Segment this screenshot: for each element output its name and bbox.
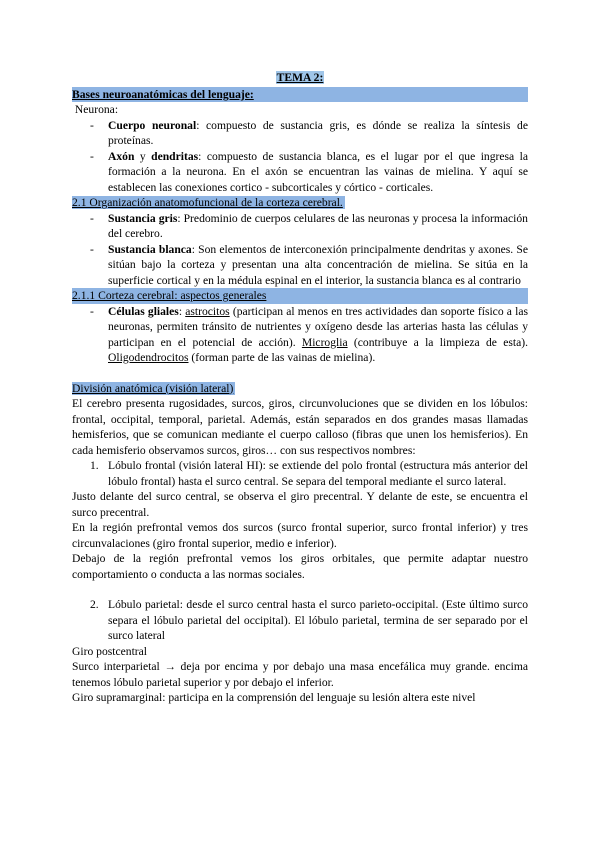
- text-segment: (participan al menos en tres actividades dan soporte físico a las neuronas, permiten tránsito de nutrientes y oxígeno desde las arterias hasta las células y participan en el potencial de acción).: [108, 304, 529, 349]
- section-heading-anatomical-division: [72, 381, 528, 397]
- spacer: [72, 582, 528, 597]
- list-number: 1.: [90, 459, 99, 472]
- list-item: [72, 597, 528, 644]
- paragraph: Debajo de la región prefrontal vemos los giros orbitales, que permite adaptar nuestro comportamiento o conducta a las normas sociales.: [72, 552, 528, 581]
- paragraph: El cerebro presenta rugosidades, surcos, giros, circunvoluciones que se dividen en los lóbulos: frontal, occipital, temporal, parietal. Además, están separados en dos grandes masas llamadas hemisferios, que se comunican mediante el cuerpo calloso (fibras que unen los hemisferios). En cada hemisferio observamos surcos, giros… con sus respectivos nombres:: [72, 397, 528, 457]
- term-oligodendrocitos: Oligodendrocitos: [108, 351, 189, 364]
- dash-bullet: -: [90, 211, 94, 225]
- list-text: Lóbulo frontal (visión lateral HI): se extiende del polo frontal (estructura más anterior del lóbulo frontal) hasta el surco central. Se separa del temporal mediante el surco lateral.: [108, 459, 528, 488]
- term-bold: Sustancia gris: [108, 211, 178, 225]
- section-heading-text: 2.1 Organización anatomofuncional de la corteza cerebral.: [72, 196, 343, 209]
- section-heading-text: 2.1.1 Corteza cerebral: aspectos generales: [72, 289, 267, 302]
- term-description: : compuesto de sustancia gris, es dónde se realiza la síntesis de proteínas.: [108, 118, 528, 147]
- text-line: Surco interparietal → deja por encima y por debajo una masa encefálica muy grande. encima tenemos lóbulo parietal superior y por debajo el inferior.: [72, 660, 528, 689]
- list-item: [72, 458, 528, 489]
- dash-bullet: -: [90, 242, 94, 256]
- spacer: [72, 366, 528, 381]
- list-number: 2.: [90, 598, 99, 611]
- term-description: : compuesto de sustancia blanca, es el lugar por el que ingresa la formación a la neurona. En el axón se encuentran las vainas de mielina. Y aquí se establecen las conexiones cortico - subcorticales y córtico - corticales.: [108, 149, 528, 194]
- neuron-intro: [72, 102, 528, 118]
- substance-list: [72, 211, 528, 289]
- term-bold: Cuerpo neuronal: [108, 118, 197, 132]
- text-line: Giro supramarginal: participa en la comprensión del lenguaje su lesión altera este nivel: [72, 691, 476, 704]
- term-microglia: Microglia: [301, 335, 348, 349]
- section-anatomical-division: [72, 381, 528, 706]
- list-item: [72, 149, 528, 196]
- list-item: [72, 304, 528, 366]
- section-heading-cortex-general: [72, 288, 528, 304]
- dash-bullet: -: [90, 304, 94, 318]
- section-neuroanatomy: [72, 87, 528, 196]
- section-cortex-general: [72, 288, 528, 366]
- text-segment: :: [178, 304, 186, 318]
- term-bold: dendritas: [151, 149, 199, 163]
- glial-list: [72, 304, 528, 366]
- section-heading-cortex-organization: [72, 195, 528, 211]
- text-segment: (forman parte de las vainas de mielina).: [188, 351, 376, 364]
- list-item: [72, 242, 528, 289]
- neuron-list: [72, 118, 528, 196]
- term-astrocitos: astrocitos: [185, 304, 230, 318]
- paragraph: Justo delante del surco central, se observa el giro precentral. Y delante de este, se encuentra el surco precentral.: [72, 490, 528, 519]
- list-item: [72, 118, 528, 149]
- term-bold: Axón: [108, 149, 135, 163]
- section-heading-text: División anatómica (visión lateral): [72, 381, 234, 395]
- neuron-intro-text: Neurona:: [74, 103, 119, 116]
- section-cortex-organization: [72, 195, 528, 288]
- term-bold: Sustancia blanca: [108, 242, 192, 256]
- list-item: [72, 211, 528, 242]
- list-text: Lóbulo parietal: desde el surco central hasta el surco parieto-occipital. (Este último surco separa el lóbulo parietal del occipital). El lóbulo parietal, termina de ser separado por el surco lateral: [108, 598, 528, 642]
- text-segment: (contribuye a la limpieza de esta).: [347, 335, 528, 349]
- term-bold: Células gliales: [108, 304, 179, 318]
- term-description: : Son elementos de interconexión principalmente dendritas y axones. Se sitúan bajo la corteza y presentan una alta concentración de mielina. Se sitúa en la superficie cortical y en la médula espinal en el interior, la sustancia blanca es al contrario: [108, 242, 528, 287]
- document-title: TEMA 2:: [276, 71, 324, 84]
- dash-bullet: -: [90, 118, 94, 132]
- term-description: : Predominio de cuerpos celulares de las neuronas y procesa la información del cerebro.: [108, 211, 528, 240]
- text-line: Giro postcentral: [72, 644, 148, 658]
- dash-bullet: -: [90, 149, 94, 163]
- numbered-list: [72, 458, 528, 489]
- section-heading-text: Bases neuroanatómicas del lenguaje:: [72, 87, 254, 101]
- title-line: [72, 70, 528, 86]
- paragraph: En la región prefrontal vemos dos surcos (surco frontal superior, surco frontal inferior) y tres circunvalaciones (giro frontal superior, medio e inferior).: [72, 521, 528, 550]
- section-heading-neuroanatomy: [72, 87, 528, 103]
- numbered-list: [72, 597, 528, 644]
- term-connector: y: [134, 149, 152, 163]
